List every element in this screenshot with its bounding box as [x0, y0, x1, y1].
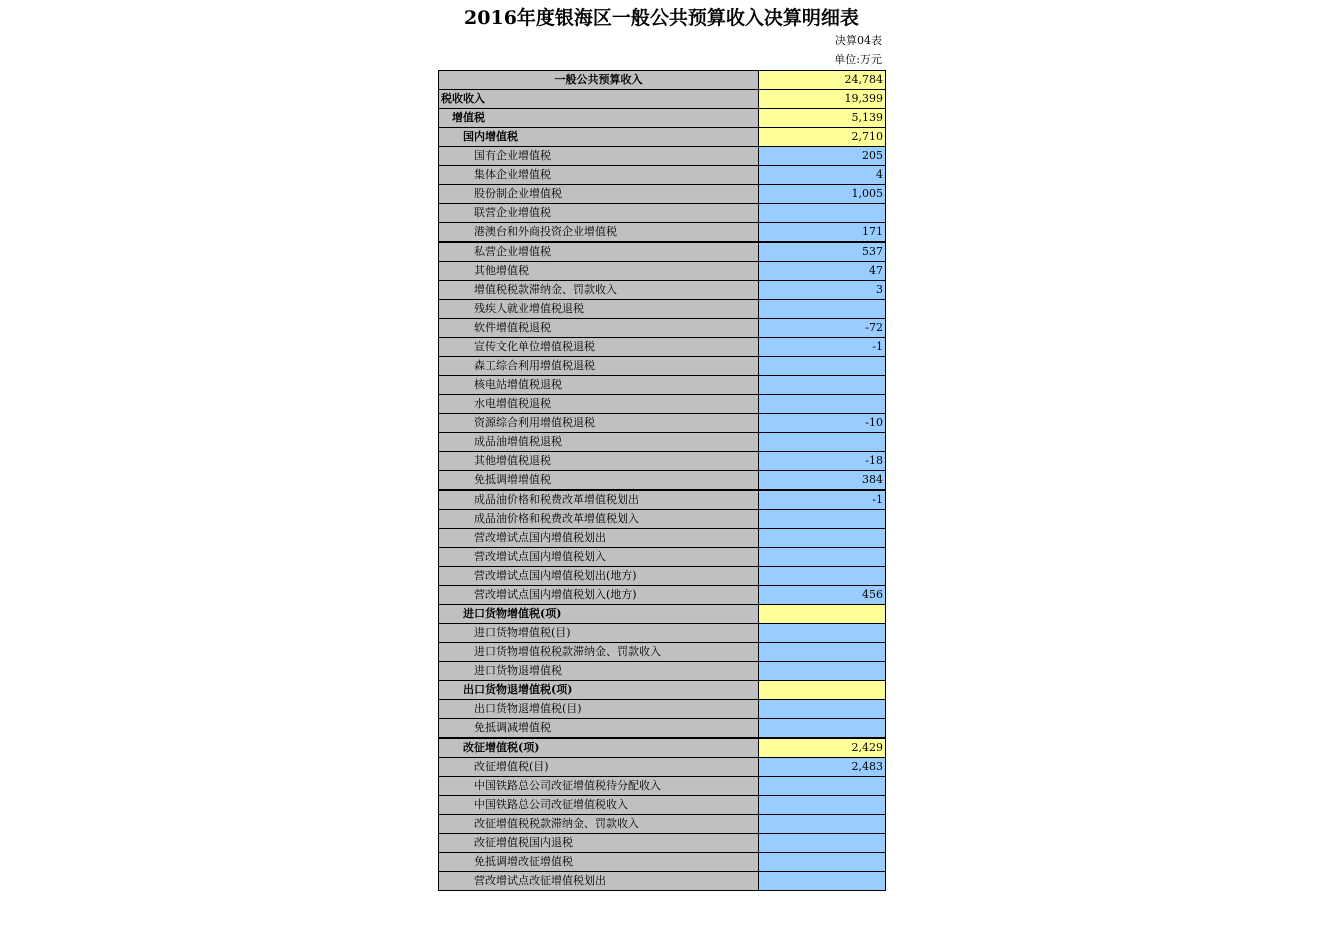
row-amount [759, 777, 886, 796]
row-amount [759, 605, 886, 624]
row-item-name: 软件增值税退税 [439, 319, 759, 338]
table-row [439, 319, 886, 338]
row-item-name: 营改增试点改征增值税划出 [439, 872, 759, 891]
row-amount: 2,429 [759, 738, 886, 758]
row-amount: -18 [759, 452, 886, 471]
row-amount [759, 300, 886, 319]
row-item-name: 集体企业增值税 [439, 166, 759, 185]
row-amount: 456 [759, 586, 886, 605]
row-item-name: 增值税税款滞纳金、罚款收入 [439, 281, 759, 300]
row-item-name: 国有企业增值税 [439, 147, 759, 166]
table-row [439, 872, 886, 891]
row-item-name: 进口货物退增值税 [439, 662, 759, 681]
table-row [439, 643, 886, 662]
row-item-name: 成品油价格和税费改革增值税划出 [439, 490, 759, 510]
row-amount: 3 [759, 281, 886, 300]
row-item-name: 核电站增值税退税 [439, 376, 759, 395]
table-row [439, 185, 886, 204]
table-row [439, 490, 886, 510]
row-item-name: 其他增值税 [439, 262, 759, 281]
row-amount [759, 624, 886, 643]
row-item-name: 成品油价格和税费改革增值税划入 [439, 510, 759, 529]
row-amount [759, 853, 886, 872]
row-amount: -1 [759, 490, 886, 510]
table-row [439, 529, 886, 548]
row-item-name: 营改增试点国内增值税划出(地方) [439, 567, 759, 586]
row-item-name: 增值税 [439, 109, 759, 128]
row-amount [759, 815, 886, 834]
row-item-name: 出口货物退增值税(项) [439, 681, 759, 700]
budget-table-body [439, 71, 886, 891]
table-row [439, 338, 886, 357]
table-row [439, 281, 886, 300]
table-row [439, 395, 886, 414]
row-amount: 1,005 [759, 185, 886, 204]
table-row [439, 433, 886, 452]
table-row [439, 147, 886, 166]
row-item-name: 免抵调增改征增值税 [439, 853, 759, 872]
row-item-name: 资源综合利用增值税退税 [439, 414, 759, 433]
row-amount [759, 662, 886, 681]
row-item-name: 森工综合利用增值税退税 [439, 357, 759, 376]
row-amount: 47 [759, 262, 886, 281]
row-item-name: 残疾人就业增值税退税 [439, 300, 759, 319]
row-item-name: 免抵调减增值税 [439, 719, 759, 739]
row-item-name: 营改增试点国内增值税划出 [439, 529, 759, 548]
table-row [439, 471, 886, 491]
table-row [439, 738, 886, 758]
row-item-name: 私营企业增值税 [439, 242, 759, 262]
row-amount [759, 376, 886, 395]
table-row [439, 71, 886, 90]
row-amount [759, 796, 886, 815]
row-amount: 384 [759, 471, 886, 491]
row-amount: 537 [759, 242, 886, 262]
row-item-name: 税收收入 [439, 90, 759, 109]
table-row [439, 758, 886, 777]
table-row [439, 719, 886, 739]
row-amount [759, 204, 886, 223]
table-row [439, 834, 886, 853]
row-item-name: 成品油增值税退税 [439, 433, 759, 452]
row-amount: 2,483 [759, 758, 886, 777]
table-row [439, 815, 886, 834]
row-item-name: 改征增值税国内退税 [439, 834, 759, 853]
row-amount: -10 [759, 414, 886, 433]
row-amount: 2,710 [759, 128, 886, 147]
row-item-name: 联营企业增值税 [439, 204, 759, 223]
row-item-name: 宣传文化单位增值税退税 [439, 338, 759, 357]
budget-table [438, 70, 886, 891]
row-item-name: 改征增值税税款滞纳金、罚款收入 [439, 815, 759, 834]
table-row [439, 204, 886, 223]
row-item-name: 改征增值税(项) [439, 738, 759, 758]
row-amount [759, 433, 886, 452]
row-amount: 205 [759, 147, 886, 166]
table-row [439, 510, 886, 529]
table-row [439, 624, 886, 643]
table-code: 决算04表 [835, 34, 882, 47]
row-amount [759, 395, 886, 414]
row-item-name: 进口货物增值税税款滞纳金、罚款收入 [439, 643, 759, 662]
row-amount: 19,399 [759, 90, 886, 109]
row-item-name: 进口货物增值税(项) [439, 605, 759, 624]
table-row [439, 567, 886, 586]
table-row [439, 128, 886, 147]
row-amount: -72 [759, 319, 886, 338]
row-amount [759, 567, 886, 586]
row-amount: 171 [759, 223, 886, 243]
table-row [439, 109, 886, 128]
row-item-name: 改征增值税(目) [439, 758, 759, 777]
table-row [439, 605, 886, 624]
table-row [439, 262, 886, 281]
page-title: 2016年度银海区一般公共预算收入决算明细表 [464, 7, 859, 29]
table-row [439, 853, 886, 872]
row-item-name: 一般公共预算收入 [439, 71, 759, 90]
table-row [439, 414, 886, 433]
table-row [439, 300, 886, 319]
row-item-name: 国内增值税 [439, 128, 759, 147]
table-row [439, 242, 886, 262]
row-amount [759, 548, 886, 567]
row-amount [759, 700, 886, 719]
row-amount [759, 510, 886, 529]
row-amount: 24,784 [759, 71, 886, 90]
table-row [439, 90, 886, 109]
table-row [439, 357, 886, 376]
row-amount [759, 872, 886, 891]
table-row [439, 166, 886, 185]
unit-label: 单位:万元 [834, 53, 882, 66]
row-amount [759, 834, 886, 853]
row-item-name: 中国铁路总公司改征增值税收入 [439, 796, 759, 815]
row-amount [759, 357, 886, 376]
row-amount [759, 719, 886, 739]
row-item-name: 港澳台和外商投资企业增值税 [439, 223, 759, 243]
row-amount: 5,139 [759, 109, 886, 128]
table-row [439, 777, 886, 796]
row-item-name: 营改增试点国内增值税划入(地方) [439, 586, 759, 605]
table-row [439, 662, 886, 681]
table-row [439, 681, 886, 700]
row-item-name: 出口货物退增值税(目) [439, 700, 759, 719]
row-item-name: 免抵调增增值税 [439, 471, 759, 491]
row-amount: 4 [759, 166, 886, 185]
table-row [439, 700, 886, 719]
table-row [439, 796, 886, 815]
row-amount: -1 [759, 338, 886, 357]
row-amount [759, 529, 886, 548]
row-amount [759, 643, 886, 662]
row-amount [759, 681, 886, 700]
row-item-name: 其他增值税退税 [439, 452, 759, 471]
row-item-name: 中国铁路总公司改征增值税待分配收入 [439, 777, 759, 796]
table-row [439, 452, 886, 471]
row-item-name: 进口货物增值税(目) [439, 624, 759, 643]
table-row [439, 548, 886, 567]
row-item-name: 股份制企业增值税 [439, 185, 759, 204]
row-item-name: 水电增值税退税 [439, 395, 759, 414]
row-item-name: 营改增试点国内增值税划入 [439, 548, 759, 567]
table-row [439, 223, 886, 243]
table-row [439, 586, 886, 605]
table-row [439, 376, 886, 395]
